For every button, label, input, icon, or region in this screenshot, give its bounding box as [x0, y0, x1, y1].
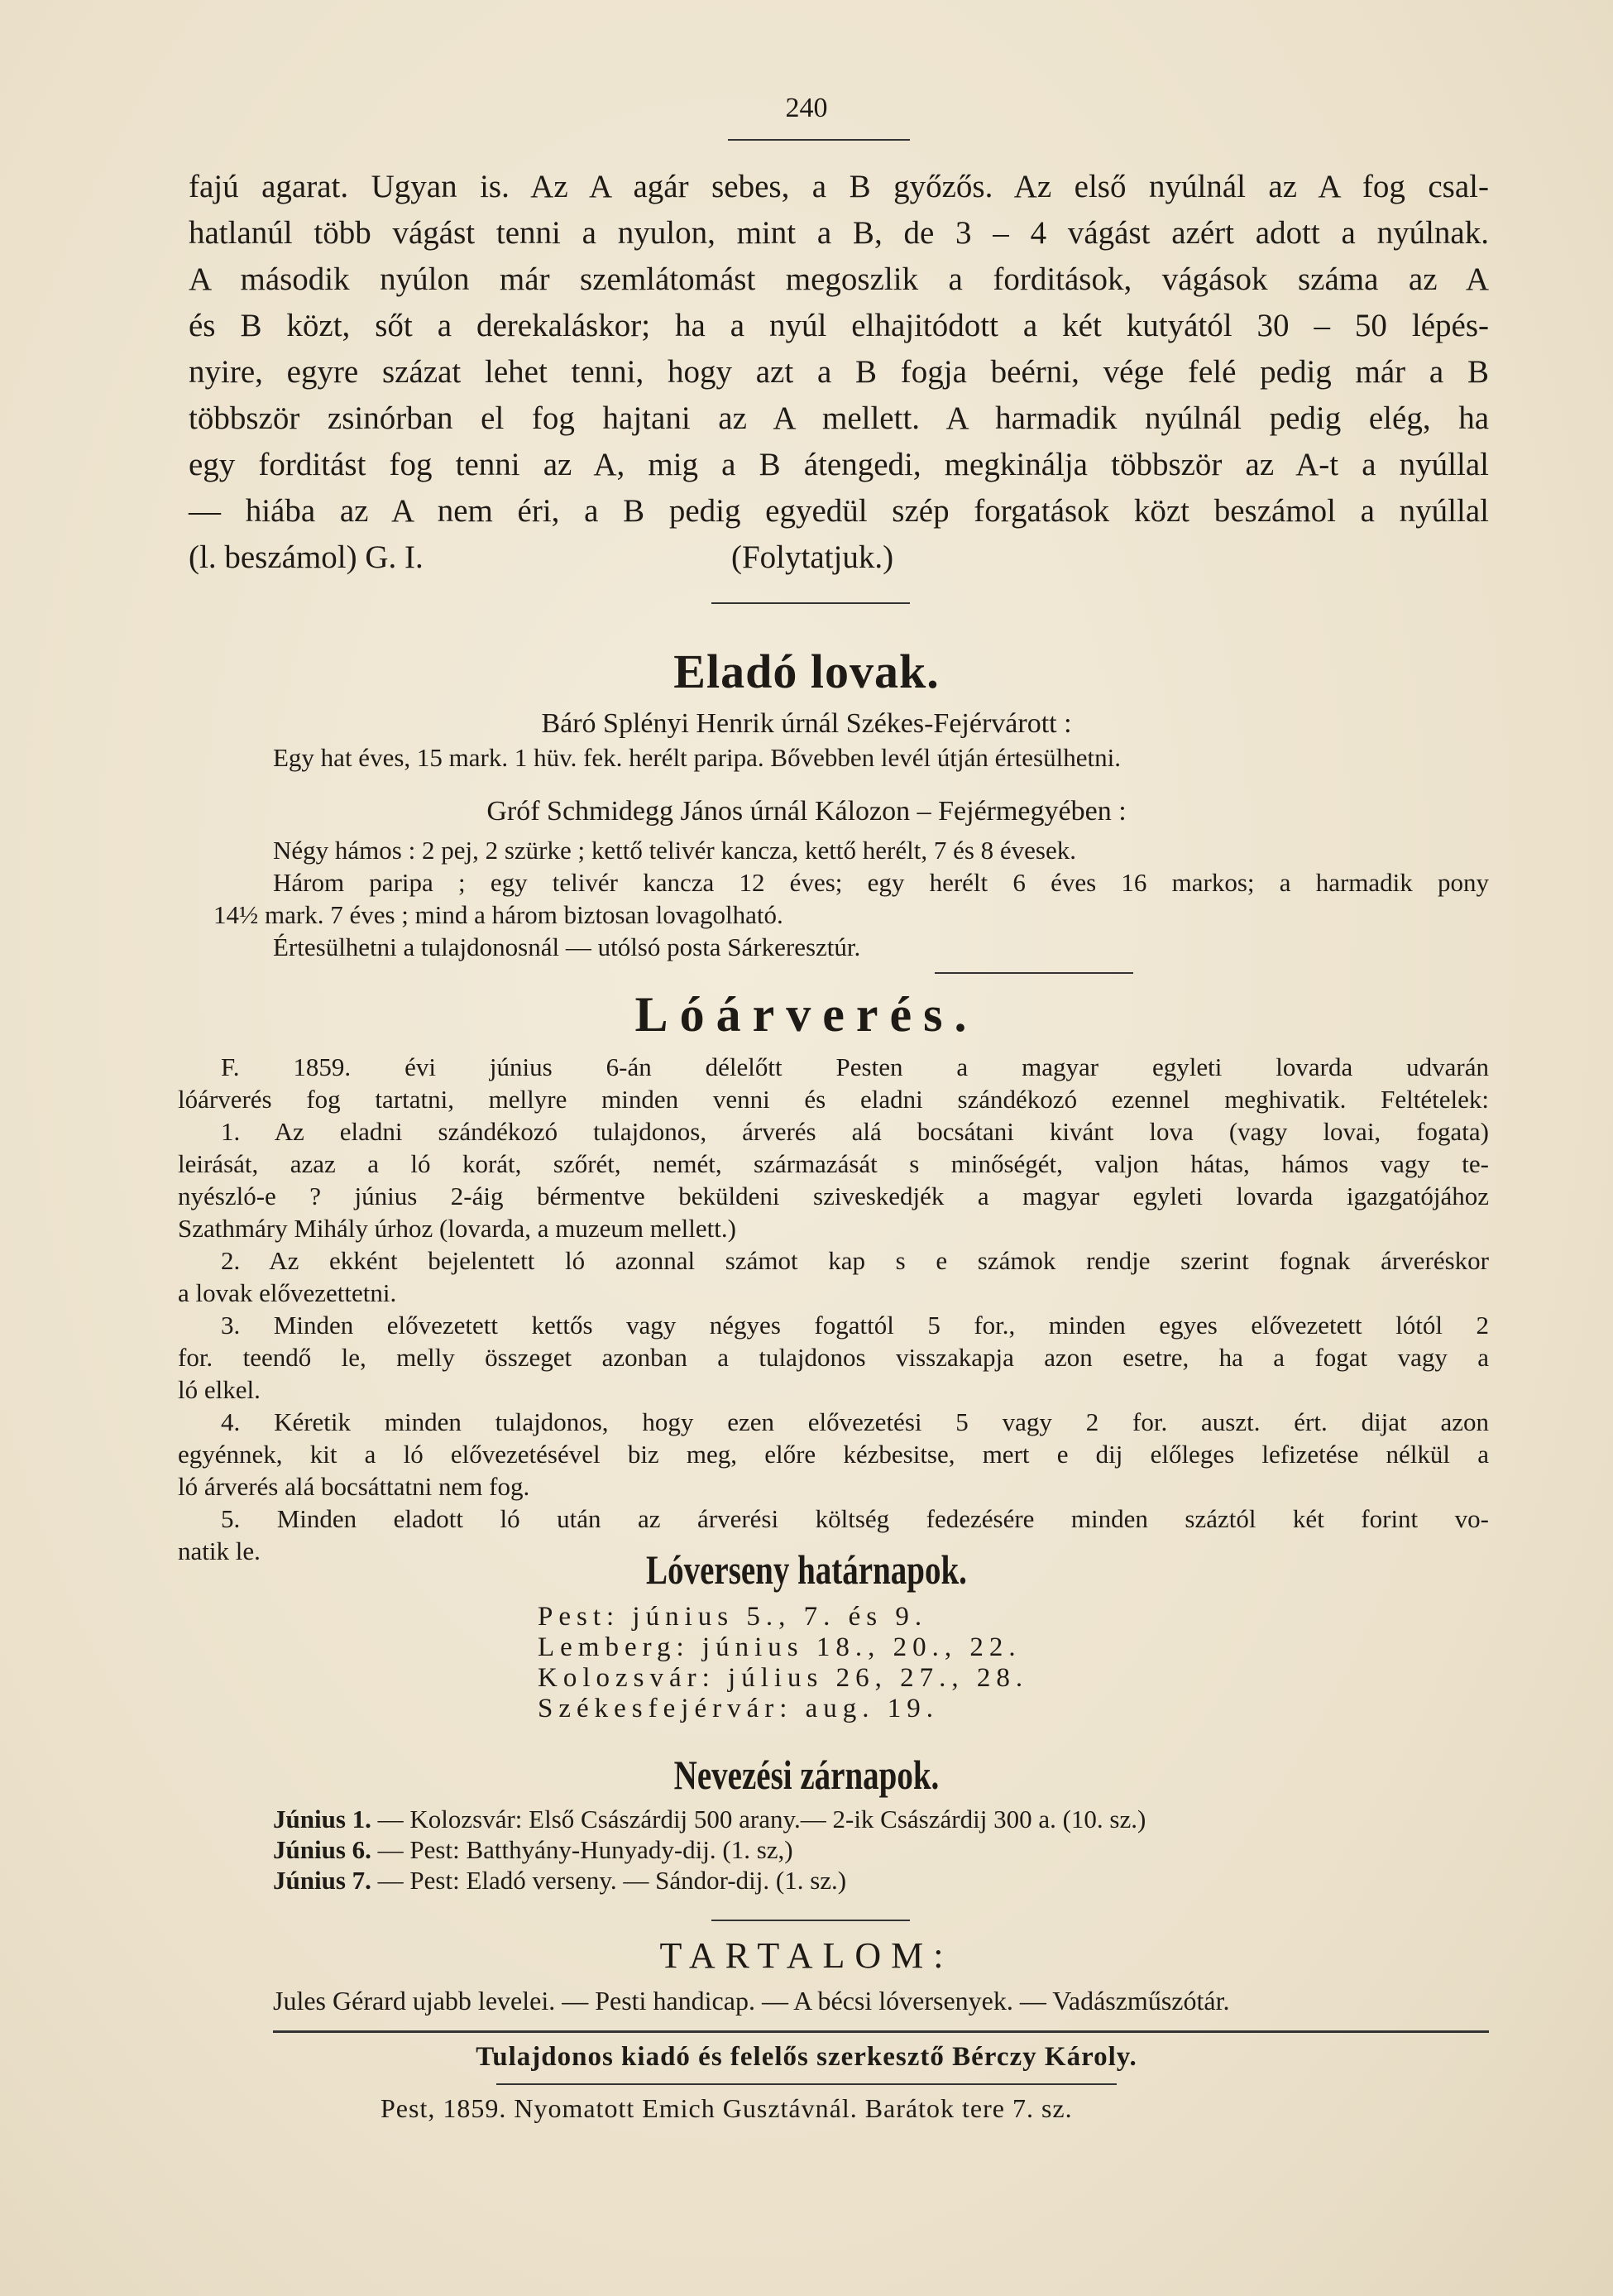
seller2-line: Értesülhetni a tulajdonosnál — utólsó posta Sárkeresztúr. — [273, 932, 861, 961]
tartalom-title: TARTALOM: — [659, 1935, 954, 1976]
tartalom-items: Jules Gérard ujabb levelei. — Pesti handicap. — A bécsi lóversenyek. — Vadászműszótár. — [273, 1986, 1230, 2016]
nevezesi-title: Nevezési zárnapok. — [673, 1752, 940, 1798]
loarveres-line: Szathmáry Mihály úrhoz (lovarda, a muzeum mellett.) — [178, 1214, 736, 1243]
intro-line: — hiába az A nem éri, a B pedig egyedül szép forgatások közt beszámol a nyúllal — [189, 493, 1489, 529]
footer-rule-2 — [496, 2083, 1117, 2085]
intro-line: fajú agarat. Ugyan is. Az A agár sebes, a B győzős. Az első nyúlnál az A fog csal- — [189, 169, 1489, 204]
nevezesi-row — [273, 1834, 1146, 1865]
intro-line: egy forditást fog tenni az A, mig a B átengedi, megkinálja többször az A-t a nyúllal — [189, 447, 1489, 482]
loarveres-line: F. 1859. évi június 6-án délelőtt Pesten a magyar egyleti lovarda udvarán — [221, 1052, 1489, 1081]
continued-note: (Folytatjuk.) — [731, 539, 894, 575]
seller1-heading: Báró Splényi Henrik úrnál Székes-Fejérvárott : — [541, 708, 1072, 739]
nevezesi-text: — Pest: Batthyány-Hunyady-dij. (1. sz,) — [377, 1835, 793, 1864]
loarveres-line: 1. Az eladni szándékozó tulajdonos, árverés alá bocsátani kivánt lova (vagy lovai, fogata) — [221, 1117, 1489, 1146]
nevezesi-date: Június 1. — [273, 1805, 371, 1833]
loarveres-line: lóárverés fog tartatni, mellyre minden venni és eladni szándékozó ezennel meghivatik. Feltételek: — [178, 1085, 1489, 1114]
section-rule — [711, 1920, 910, 1921]
loarveres-title: Lóárverés. — [634, 987, 979, 1042]
nevezesi-date: Június 7. — [273, 1866, 371, 1895]
race-date: Pest: június 5., 7. és 9. — [538, 1602, 928, 1632]
loverseny-dates — [538, 1602, 1028, 1724]
owner-line: Tulajdonos kiadó és felelős szerkesztő Bérczy Károly. — [476, 2042, 1137, 2072]
loarveres-line: ló árverés alá bocsáttatni nem fog. — [178, 1472, 530, 1501]
loarveres-line: for. teendő le, melly összeget azonban a tulajdonos visszakapja azon esetre, ha a fogat vagy a — [178, 1343, 1489, 1372]
race-date: Székesfejérvár: aug. 19. — [538, 1694, 940, 1723]
nevezesi-text: — Pest: Eladó verseny. — Sándor-dij. (1. sz.) — [377, 1866, 847, 1895]
loarveres-line: egyénnek, kit a ló elővezetésével biz meg, előre kézbesitse, mert e dij előleges lefizetése nélkül a — [178, 1440, 1489, 1469]
intro-signature-line — [189, 534, 1489, 581]
seller1-line: Egy hat éves, 15 mark. 1 hüv. fek. herélt paripa. Bővebben levél útján értesülhetni. — [273, 743, 1121, 772]
race-date: Lemberg: június 18., 20., 22. — [538, 1632, 1022, 1662]
race-date: Kolozsvár: július 26, 27., 28. — [538, 1663, 1029, 1693]
loarveres-line: a lovak elővezettetni. — [178, 1278, 397, 1307]
nevezesi-list — [273, 1804, 1146, 1896]
intro-line: hatlanúl több vágást tenni a nyulon, mint a B, de 3 – 4 vágást azért adott a nyúlnak. — [189, 215, 1489, 251]
intro-line: A második nyúlon már szemlátomást megoszlik a forditások, vágások száma az A — [189, 261, 1489, 297]
intro-line: többször zsinórban el fog hajtani az A mellett. A harmadik nyúlnál pedig elég, ha — [189, 400, 1489, 436]
seller2-line: Négy hámos : 2 pej, 2 szürke ; kettő telivér kancza, kettő herélt, 7 és 8 évesek. — [273, 836, 1077, 865]
seller2-text — [213, 834, 1489, 963]
imprint-line: Pest, 1859. Nyomatott Emich Gusztávnál. Barátok tere 7. sz. — [381, 2093, 1073, 2123]
header-rule — [728, 139, 910, 141]
intro-line: és B közt, sőt a derekaláskor; ha a nyúl elhajitódott a két kutyától 30 – 50 lépés- — [189, 308, 1489, 343]
footer-rule — [273, 2030, 1489, 2033]
nevezesi-row — [273, 1804, 1146, 1834]
section-rule — [935, 972, 1133, 974]
elado-title: Eladó lovak. — [673, 645, 940, 698]
intro-line: nyire, egyre százat lehet tenni, hogy azt a B fogja beérni, vége felé pedig már a B — [189, 354, 1489, 390]
loarveres-line: 3. Minden elővezetett kettős vagy négyes fogattól 5 for., minden egyes elővezetett lótól 2 — [221, 1311, 1489, 1340]
seller1-text — [273, 741, 1489, 774]
loarveres-line: natik le. — [178, 1536, 261, 1565]
page-number: 240 — [785, 93, 828, 123]
loarveres-text — [178, 1051, 1489, 1567]
loverseny-title: Lóverseny határnapok. — [646, 1546, 967, 1593]
section-rule — [711, 602, 910, 604]
loarveres-line: ló elkel. — [178, 1375, 261, 1404]
seller2-heading: Gróf Schmidegg János úrnál Kálozon – Fejérmegyében : — [486, 796, 1127, 827]
intro-signature: (l. beszámol) G. I. — [189, 539, 424, 575]
loarveres-line: 5. Minden eladott ló után az árverési költség fedezésére minden száztól két forint vo- — [221, 1504, 1489, 1533]
seller2-line: 14½ mark. 7 éves ; mind a három biztosan lovagolható. — [213, 900, 783, 929]
intro-article — [189, 164, 1489, 581]
seller2-line: Három paripa ; egy telivér kancza 12 éves; egy herélt 6 éves 16 markos; a harmadik pony — [273, 868, 1489, 897]
nevezesi-row — [273, 1865, 1146, 1896]
loarveres-line: nyészló-e ? június 2-áig bérmentve beküldeni sziveskedjék a magyar egyleti lovarda igazgatójához — [178, 1182, 1489, 1210]
loarveres-line: 2. Az ekként bejelentett ló azonnal számot kap s e számok rendje szerint fognak árveréskor — [221, 1246, 1489, 1275]
loarveres-line: 4. Kéretik minden tulajdonos, hogy ezen elővezetési 5 vagy 2 for. auszt. ért. dijat azon — [221, 1407, 1489, 1436]
nevezesi-text: — Kolozsvár: Első Császárdij 500 arany.— 2-ik Császárdij 300 a. (10. sz.) — [377, 1805, 1146, 1833]
loarveres-line: leirását, azaz a ló korát, szőrét, nemét, származását s minőségét, valjon hátas, hámos vagy te- — [178, 1149, 1489, 1178]
nevezesi-date: Június 6. — [273, 1835, 371, 1864]
